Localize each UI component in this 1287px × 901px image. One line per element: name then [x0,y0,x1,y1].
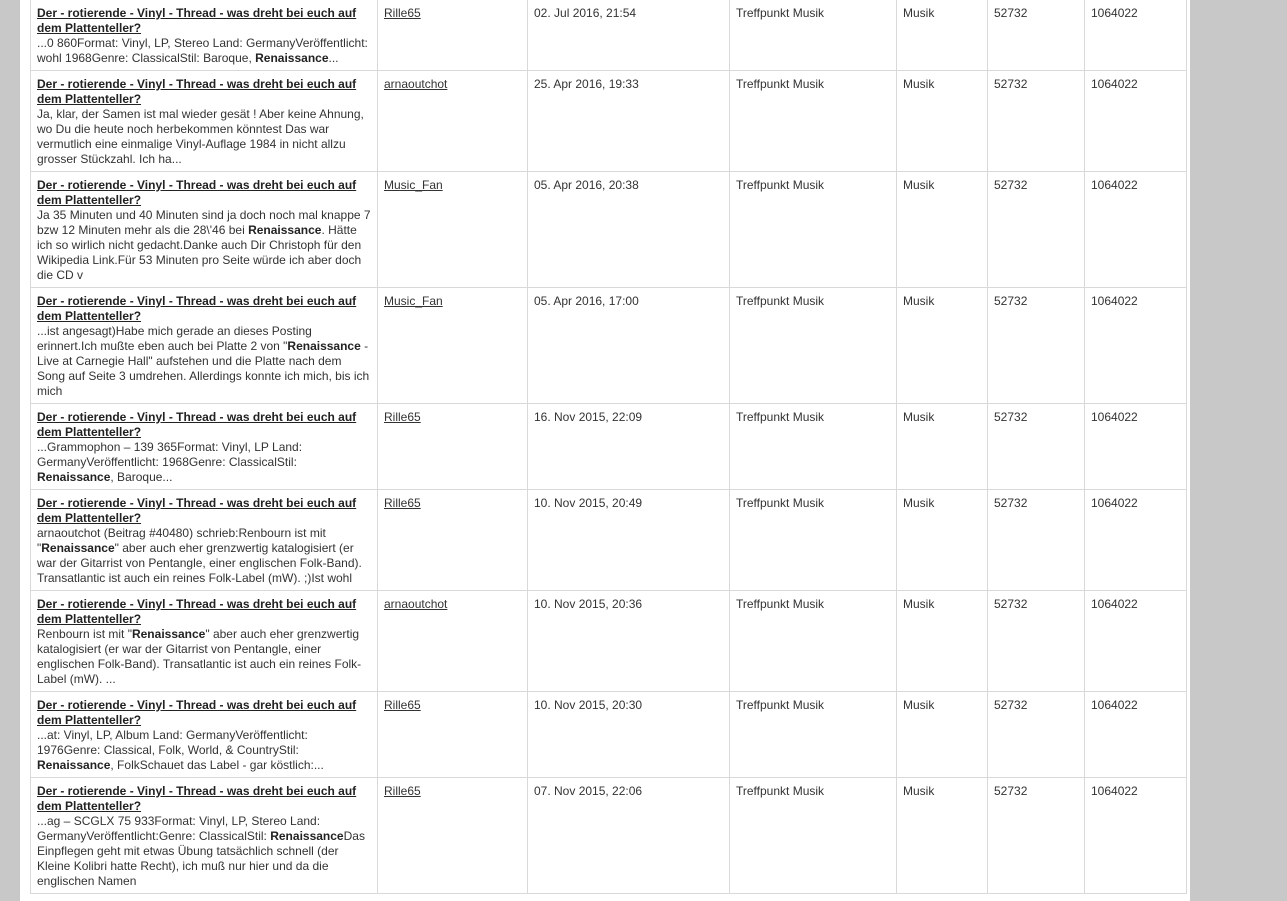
user-cell [378,591,528,692]
post-snippet [37,36,368,65]
snippet-text: . Hätte ich so wirlich nicht gedacht.Danke auch Dir Christoph für den Wikipedia Link.Für 53 Minuten pro Seite würde ich aber doch die CD v [37,223,362,282]
page-content [20,0,1190,901]
thread-cell [31,288,378,404]
forum-cell: Treffpunkt Musik [730,490,897,591]
thread-cell [31,404,378,490]
category-cell: Musik [897,778,988,894]
table-row [31,288,1187,404]
post-snippet [37,324,369,398]
forum-cell: Treffpunkt Musik [730,404,897,490]
results-body [31,0,1187,894]
user-link[interactable]: Rille65 [384,6,421,20]
post-id-cell: 1064022 [1085,591,1187,692]
thread-cell [31,692,378,778]
forum-cell: Treffpunkt Musik [730,288,897,404]
post-id-cell: 1064022 [1085,172,1187,288]
category-cell: Musik [897,71,988,172]
user-cell [378,172,528,288]
thread-cell [31,71,378,172]
forum-cell: Treffpunkt Musik [730,172,897,288]
thread-title-link[interactable]: Der - rotierende - Vinyl - Thread - was dreht bei euch auf dem Plattenteller? [37,178,357,207]
category-cell: Musik [897,288,988,404]
snippet-text: ...0 860Format: Vinyl, LP, Stereo Land: GermanyVeröffentlicht: wohl 1968Genre: ClassicalStil: Baroque, [37,36,368,65]
thread-title-link[interactable]: Der - rotierende - Vinyl - Thread - was dreht bei euch auf dem Plattenteller? [37,294,357,323]
post-snippet [37,627,361,686]
date-cell: 10. Nov 2015, 20:30 [528,692,730,778]
forum-cell: Treffpunkt Musik [730,591,897,692]
thread-title-link[interactable]: Der - rotierende - Vinyl - Thread - was dreht bei euch auf dem Plattenteller? [37,6,357,35]
forum-cell: Treffpunkt Musik [730,0,897,71]
thread-id-cell: 52732 [988,404,1085,490]
snippet-text: , Baroque... [110,470,173,484]
post-snippet [37,526,362,585]
thread-cell [31,778,378,894]
post-id-cell: 1064022 [1085,778,1187,894]
search-term-highlight: Renaissance [41,541,115,555]
category-cell: Musik [897,172,988,288]
table-row [31,778,1187,894]
thread-id-cell: 52732 [988,692,1085,778]
post-id-cell: 1064022 [1085,404,1187,490]
post-snippet [37,208,371,282]
snippet-text: Renbourn ist mit " [37,627,132,641]
user-cell [378,0,528,71]
category-cell: Musik [897,692,988,778]
user-cell [378,778,528,894]
snippet-text: " aber auch eher grenzwertig katalogisiert (er war der Gitarrist von Pentangle, einer englischen Folk-Band). Transatlantic ist auch ein reines Folk-Label (mW). ... [37,627,362,686]
post-snippet [37,814,365,888]
thread-title-link[interactable]: Der - rotierende - Vinyl - Thread - was dreht bei euch auf dem Plattenteller? [37,784,357,813]
post-id-cell: 1064022 [1085,692,1187,778]
category-cell: Musik [897,490,988,591]
user-link[interactable]: Rille65 [384,496,421,510]
user-cell [378,404,528,490]
snippet-text: " aber auch eher grenzwertig katalogisiert (er war der Gitarrist von Pentangle, einer englischen Folk-Band). Transatlantic ist auch ein reines Folk-Label (mW). ;)Ist wohl [37,541,362,585]
date-cell: 05. Apr 2016, 17:00 [528,288,730,404]
snippet-text: ...ag – SCGLX 75 933Format: Vinyl, LP, Stereo Land: GermanyVeröffentlicht:Genre: ClassicalStil: [37,814,321,843]
thread-id-cell: 52732 [988,0,1085,71]
table-row [31,71,1187,172]
thread-id-cell: 52732 [988,778,1085,894]
search-term-highlight: Renaissance [37,758,111,772]
date-cell: 10. Nov 2015, 20:36 [528,591,730,692]
date-cell: 25. Apr 2016, 19:33 [528,71,730,172]
category-cell: Musik [897,591,988,692]
search-term-highlight: Renaissance [248,223,322,237]
forum-cell: Treffpunkt Musik [730,778,897,894]
table-row [31,0,1187,71]
search-term-highlight: Renaissance [37,470,111,484]
thread-id-cell: 52732 [988,172,1085,288]
forum-cell: Treffpunkt Musik [730,692,897,778]
search-term-highlight: Renaissance [131,627,206,641]
user-cell [378,288,528,404]
post-snippet [37,728,324,772]
snippet-text: , FolkSchauet das Label - gar köstlich:... [110,758,324,772]
snippet-text: - Live at Carnegie Hall" aufstehen und die Platte nach dem Song auf Seite 3 umdrehen. Allerdings konnte ich mich, bis ich mich [37,339,370,398]
snippet-text: ...ist angesagt)Habe mich gerade an dieses Posting erinnert.Ich mußte eben auch bei Platte 2 von " [37,324,312,353]
user-link[interactable]: Music_Fan [384,178,443,192]
snippet-text: Ja, klar, der Samen ist mal wieder gesät ! Aber keine Ahnung, wo Du die heute noch herbekommen könntest Das war vermutlich eine einmalige Vinyl-Auflage 1984 in nicht allzu grosser Stückzahl. Ich ha... [37,107,364,166]
table-row [31,490,1187,591]
thread-title-link[interactable]: Der - rotierende - Vinyl - Thread - was dreht bei euch auf dem Plattenteller? [37,698,357,727]
table-row [31,172,1187,288]
search-term-highlight: Renaissance [255,51,329,65]
post-id-cell: 1064022 [1085,71,1187,172]
search-term-highlight: Renaissance [270,829,344,843]
user-link[interactable]: Rille65 [384,698,421,712]
thread-title-link[interactable]: Der - rotierende - Vinyl - Thread - was dreht bei euch auf dem Plattenteller? [37,77,357,106]
user-link[interactable]: Rille65 [384,784,421,798]
snippet-text: Das Einpflegen geht mit etwas Übung tatsächlich schnell (der Kleine Kolibri hatte Recht), ich muß nur hier und da die englischen Namen [37,829,365,888]
snippet-text: ...Grammophon – 139 365Format: Vinyl, LP Land: GermanyVeröffentlicht: 1968Genre: ClassicalStil: [37,440,303,469]
snippet-text: ... [328,51,339,65]
table-row [31,591,1187,692]
date-cell: 16. Nov 2015, 22:09 [528,404,730,490]
thread-title-link[interactable]: Der - rotierende - Vinyl - Thread - was dreht bei euch auf dem Plattenteller? [37,496,357,525]
date-cell: 02. Jul 2016, 21:54 [528,0,730,71]
post-snippet [37,107,364,166]
post-id-cell: 1064022 [1085,288,1187,404]
snippet-text: arnaoutchot (Beitrag #40480) schrieb:Renbourn ist mit " [37,526,326,555]
thread-title-link[interactable]: Der - rotierende - Vinyl - Thread - was dreht bei euch auf dem Plattenteller? [37,410,357,439]
thread-cell [31,0,378,71]
date-cell: 07. Nov 2015, 22:06 [528,778,730,894]
thread-cell [31,490,378,591]
snippet-text: ...at: Vinyl, LP, Album Land: GermanyVeröffentlicht: 1976Genre: Classical, Folk, World, & CountryStil: [37,728,308,757]
user-link[interactable]: Rille65 [384,410,421,424]
forum-cell: Treffpunkt Musik [730,71,897,172]
table-row [31,692,1187,778]
thread-id-cell: 52732 [988,591,1085,692]
thread-id-cell: 52732 [988,71,1085,172]
thread-title-link[interactable]: Der - rotierende - Vinyl - Thread - was dreht bei euch auf dem Plattenteller? [37,597,357,626]
thread-cell [31,591,378,692]
date-cell: 10. Nov 2015, 20:49 [528,490,730,591]
category-cell: Musik [897,404,988,490]
category-cell: Musik [897,0,988,71]
snippet-text: Ja 35 Minuten und 40 Minuten sind ja doch noch mal knappe 7 bzw 12 Minuten mehr als die 28\'46 bei [37,208,371,237]
user-cell [378,490,528,591]
user-link[interactable]: arnaoutchot [384,77,448,91]
thread-id-cell: 52732 [988,490,1085,591]
table-row [31,404,1187,490]
user-cell [378,71,528,172]
user-link[interactable]: Music_Fan [384,294,443,308]
user-link[interactable]: arnaoutchot [384,597,448,611]
post-id-cell: 1064022 [1085,0,1187,71]
user-cell [378,692,528,778]
search-term-highlight: Renaissance [287,339,361,353]
post-snippet [37,440,302,484]
date-cell: 05. Apr 2016, 20:38 [528,172,730,288]
post-id-cell: 1064022 [1085,490,1187,591]
search-results-table [30,0,1187,894]
thread-cell [31,172,378,288]
thread-id-cell: 52732 [988,288,1085,404]
